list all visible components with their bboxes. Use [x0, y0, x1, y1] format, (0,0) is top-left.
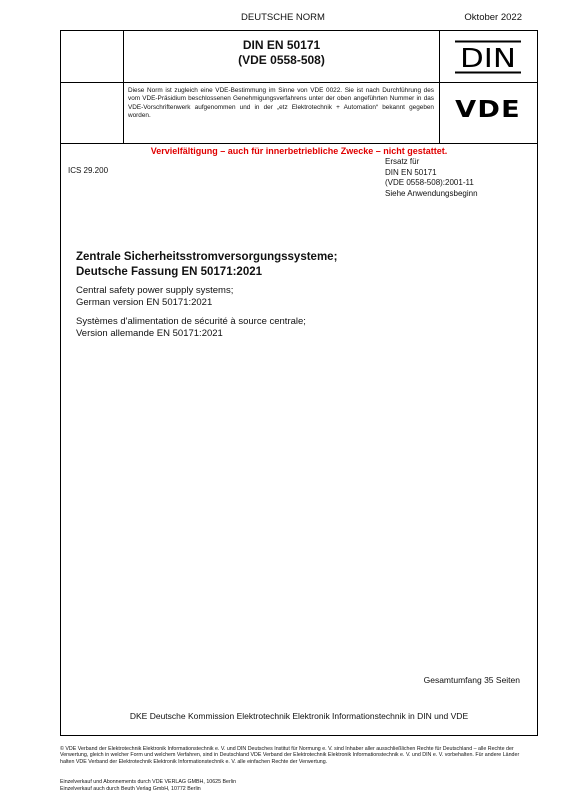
title-english-line2: German version EN 50171:2021 — [76, 297, 213, 308]
replacement-info — [385, 157, 478, 199]
header-divider-right — [439, 30, 440, 143]
standard-number-line1: DIN EN 50171 — [242, 38, 321, 52]
replacement-line: (VDE 0558-508):2001-11 — [385, 178, 474, 187]
issue-date: Oktober 2022 — [464, 12, 522, 23]
title-english-line1: Central safety power supply systems; — [76, 285, 234, 296]
page-frame — [60, 30, 538, 736]
footer-sales-beuth: Einzelverkauf auch durch Beuth Verlag GmbH, 10772 Berlin — [60, 786, 201, 792]
title-english — [76, 285, 233, 309]
total-pages: Gesamtumfang 35 Seiten — [423, 675, 520, 685]
title-german — [76, 250, 337, 280]
ics-code: ICS 29.200 — [68, 166, 109, 175]
dke-line: DKE Deutsche Kommission Elektrotechnik Elektronik Informationstechnik in DIN und VDE — [129, 711, 469, 721]
footer-copyright: © VDE Verband der Elektrotechnik Elektronik Informationstechnik e. V. und DIN Deutsches Institut für Normung e. V. sind Inhaber aller ausschließlichen Rechte für Deutschland – alle Rechte der Verwertung, gleich in welcher Form und welchem Verfahren, sind in Deutschland VDE Verband der Elektrotechnik Elektronik Informationstechnik e. V. und DIN e. V. vorbehalten. Für andere Länder halten VDE Verband der Elektrotechnik Elektronik Informationstechnik e. V. alle einfachen Rechte der Verwertung. — [60, 746, 520, 765]
title-french — [76, 316, 306, 340]
header-divider-bottom — [60, 143, 538, 144]
standard-number-line2: (VDE 0558-508) — [238, 53, 325, 67]
replacement-line: DIN EN 50171 — [385, 167, 437, 177]
copy-notice: Vervielfältigung – auch für innerbetriebliche Zwecke – nicht gestattet. — [150, 146, 448, 156]
approval-text: Diese Norm ist zugleich eine VDE-Bestimmung im Sinne von VDE 0022. Sie ist nach Durchführung des vom VDE-Präsidium beschlossenen Genehmigungsverfahrens unter der oben angeführten Nummer in das VDE-Vorschriftenwerk aufgenommen und in der „etz Elektrotechnik + Automation“ bekannt gegeben worden. — [128, 87, 434, 120]
title-french-line2: Version allemande EN 50171:2021 — [76, 328, 223, 339]
din-logo-text: DIN — [460, 44, 516, 74]
title-german-line1: Zentrale Sicherheitsstromversorgungssysteme; — [76, 251, 338, 263]
replacement-line: Ersatz für — [385, 157, 420, 166]
header-divider-middle — [60, 82, 538, 83]
title-german-line2: Deutsche Fassung EN 50171:2021 — [76, 266, 263, 278]
vde-logo: VDE — [455, 97, 521, 123]
title-french-line1: Systèmes d'alimentation de sécurité à source centrale; — [76, 316, 306, 327]
din-logo — [455, 40, 521, 74]
top-header — [0, 12, 566, 26]
replacement-line: Siehe Anwendungsbeginn — [385, 188, 478, 198]
standard-number — [124, 38, 439, 68]
footer-sales-vde: Einzelverkauf und Abonnements durch VDE VERLAG GMBH, 10625 Berlin — [60, 779, 237, 785]
norm-type: DEUTSCHE NORM — [241, 12, 325, 23]
